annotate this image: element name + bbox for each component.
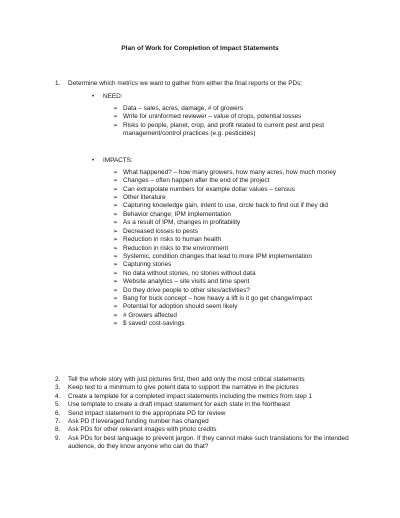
step-text: Send impact statement to the appropriate PD for review [68, 409, 226, 417]
list-item [68, 228, 373, 236]
arrowhead-bullet-icon: ➢ [113, 114, 119, 121]
list-item-text: Bang for buck concept – how heavy a lift is it go get change/impact [123, 294, 312, 302]
step-8 [55, 426, 355, 434]
list-item [68, 202, 373, 210]
list-item-text: Write for uninformed reviewer – value of crops, potential losses [123, 113, 302, 121]
arrowhead-bullet-icon: ➢ [113, 304, 119, 311]
bullet-icon: • [92, 93, 95, 101]
arrowhead-bullet-icon: ➢ [113, 270, 119, 277]
list-item [68, 303, 373, 311]
step-text: Ask PDs for best language to prevent jargon. If they cannot make such translations for the intended audience, do they know anyone who can do that? [68, 434, 349, 451]
step-number: 9. [55, 434, 61, 442]
list-item [68, 105, 373, 113]
arrowhead-bullet-icon: ➢ [113, 228, 119, 235]
list-item-text: Capturing stories [123, 261, 172, 269]
step-number: 1. [55, 80, 61, 87]
list-item-text: Data – sales, acres, damage, # of growers [123, 104, 244, 112]
list-item-text: Changes – often happen after the end of the project [123, 177, 270, 185]
arrowhead-bullet-icon: ➢ [113, 186, 119, 193]
remaining-steps-list [55, 376, 355, 452]
list-item-text: Website analytics – site visits and time spent [123, 278, 250, 286]
need-items-list [68, 105, 355, 139]
arrowhead-bullet-icon: ➢ [113, 253, 119, 260]
arrowhead-bullet-icon: ➢ [113, 287, 119, 294]
arrowhead-bullet-icon: ➢ [113, 237, 119, 244]
arrowhead-bullet-icon: ➢ [113, 312, 119, 319]
list-item [68, 270, 373, 278]
step-number: 5. [55, 401, 61, 409]
arrowhead-bullet-icon: ➢ [113, 195, 119, 202]
list-item-text: Other literature [123, 194, 166, 202]
list-item-text: Potential for adoption should seem likely [123, 303, 238, 311]
list-item-text: What happened? – how many growers, how many acres, how much money [123, 168, 337, 176]
step-number: 6. [55, 409, 61, 417]
arrowhead-bullet-icon: ➢ [113, 262, 119, 269]
arrowhead-bullet-icon: ➢ [113, 211, 119, 218]
impacts-items-list [68, 169, 355, 329]
step-text: Tell the whole story with just pictures first, then add only the most critical statements [68, 376, 305, 383]
step-number: 2. [55, 376, 61, 383]
list-item [68, 320, 373, 328]
list-item [68, 219, 373, 227]
arrowhead-bullet-icon: ➢ [113, 122, 119, 129]
need-label: NEED: [103, 93, 123, 101]
list-item [68, 278, 373, 286]
step-2 [55, 376, 355, 384]
step-4 [55, 393, 355, 401]
step-number: 3. [55, 384, 61, 392]
arrowhead-bullet-icon: ➢ [113, 169, 119, 176]
list-item-text: Systemic, condition changes that lead to more IPM implementation [123, 252, 312, 260]
list-item [68, 312, 373, 320]
list-item [68, 113, 373, 121]
list-item-text: $ saved/ cost-savings [123, 320, 185, 328]
step-text: Keep text to a minimum to give potent data to support the narrative in the pictures [68, 384, 299, 392]
list-item-text: Reduction in risks to the environment [123, 244, 229, 252]
list-item [68, 261, 373, 269]
list-item-text: Do they drive people to other sites/activities? [123, 286, 250, 294]
list-item [68, 253, 373, 261]
step-1 [55, 80, 355, 329]
list-item [68, 236, 373, 244]
list-item-text: Decreased losses to pests [123, 227, 198, 235]
step-text: Use template to create a draft impact statement for each state in the Northeast [68, 401, 291, 409]
arrowhead-bullet-icon: ➢ [113, 295, 119, 302]
step-text: Ask PD if leveraged funding number has changed [68, 418, 209, 426]
document-title: Plan of Work for Completion of Impact Statements [121, 45, 279, 52]
list-item-text: Capturing knowledge gain, intent to use, circle back to find out if they did [123, 202, 328, 210]
impacts-heading [68, 157, 355, 165]
list-item [68, 211, 373, 219]
list-item [68, 245, 373, 253]
step-6 [55, 410, 355, 418]
list-item-text: Reduction in risks to human health [123, 236, 222, 244]
plan-steps-list [55, 80, 355, 329]
bullet-icon: • [92, 157, 95, 165]
arrowhead-bullet-icon: ➢ [113, 105, 119, 112]
step-7 [55, 418, 355, 426]
step-text: Ask PDs for other relevant images with photo credits [68, 426, 217, 434]
arrowhead-bullet-icon: ➢ [113, 321, 119, 328]
need-heading [68, 93, 355, 101]
step-text: Create a template for a completed impact statements including the metrics from step 1 [68, 392, 313, 400]
list-item [68, 186, 373, 194]
arrowhead-bullet-icon: ➢ [113, 220, 119, 227]
arrowhead-bullet-icon: ➢ [113, 279, 119, 286]
list-item [68, 194, 373, 202]
list-item [68, 287, 373, 295]
step-number: 7. [55, 418, 61, 426]
step-5 [55, 401, 355, 409]
arrowhead-bullet-icon: ➢ [113, 245, 119, 252]
impacts-label: IMPACTS: [103, 157, 133, 165]
step-text: Determine which metrics we want to gather from either the final reports or the PDs: [68, 80, 303, 87]
list-item-text: Risks to people, planet, crop, and profit related to current pest and pest management/control practices (e.g. pesticides) [123, 121, 325, 138]
step-9 [55, 435, 355, 452]
step-number: 8. [55, 426, 61, 434]
list-item-text: Behavior change; IPM implementation [123, 210, 231, 218]
arrowhead-bullet-icon: ➢ [113, 203, 119, 210]
arrowhead-bullet-icon: ➢ [113, 178, 119, 185]
list-item-text: # Growers affected [123, 311, 177, 319]
list-item [68, 177, 373, 185]
list-item [68, 122, 373, 139]
list-item-text: As a result of IPM, changes in profitability [123, 219, 241, 227]
list-item [68, 169, 373, 177]
list-item-text: Can extrapolate numbers for example dollar values – census [123, 185, 295, 193]
step-number: 4. [55, 392, 61, 400]
step-3 [55, 384, 355, 392]
list-item [68, 295, 373, 303]
list-item-text: No data without stories, no stories without data [123, 269, 256, 277]
